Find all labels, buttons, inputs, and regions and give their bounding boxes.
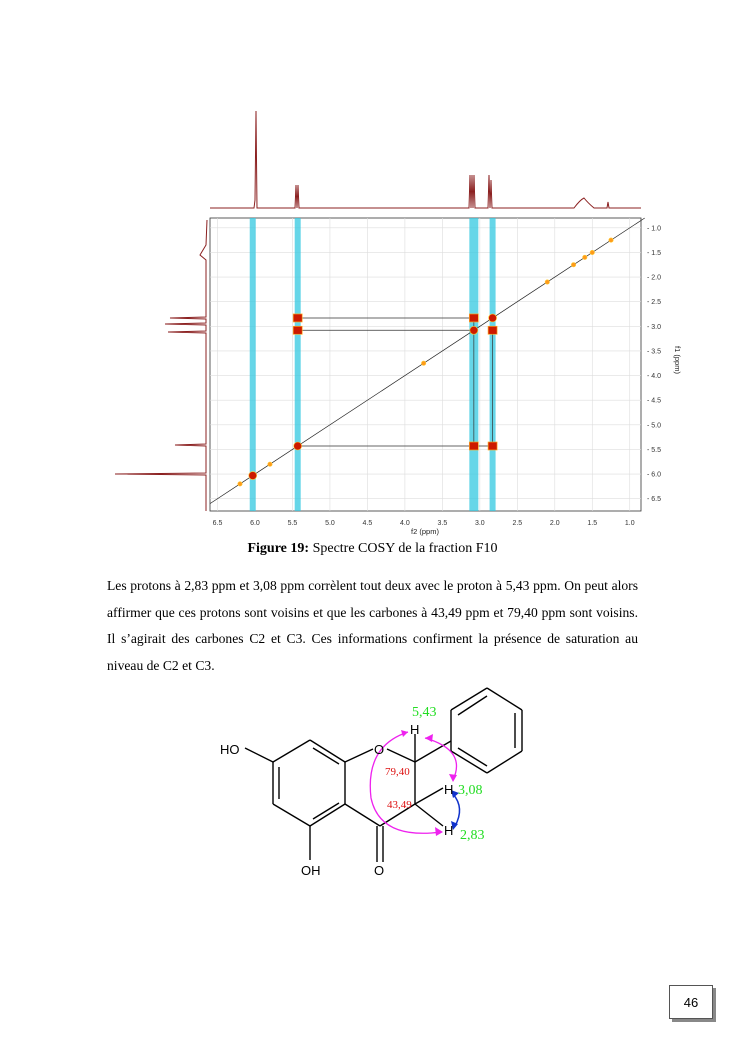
x-tick-label: 5.0 — [325, 520, 335, 527]
diagonal-peak — [545, 280, 549, 284]
figure-caption — [0, 541, 745, 557]
page-number-text: 46 — [683, 994, 699, 1010]
top-1d-projection — [210, 111, 641, 208]
cosy-arrowhead — [435, 827, 443, 836]
x-tick-label: 4.0 — [400, 520, 410, 527]
flavanone-structure — [215, 678, 535, 883]
x-axis-label: f2 (ppm) — [411, 527, 439, 536]
diagonal-peak — [571, 263, 575, 267]
y-tick-label: - 3.0 — [647, 323, 662, 331]
cross-peak — [488, 442, 497, 450]
y-tick-label: - 4.0 — [647, 373, 662, 381]
proton-shift-h3b: 2,83 — [460, 828, 485, 843]
y-tick-label: - 1.0 — [647, 225, 662, 233]
y-tick-label: - 5.0 — [647, 422, 662, 430]
paragraph: Les protons à 2,83 ppm et 3,08 ppm corrèlent tout deux avec le proton à 5,43 ppm. On peut alors affirmer que ces protons sont voisins et que les carbones à 43,49 ppm et 79,40 ppm sont voisins. Il s’agirait des carbones C2 et C3. Ces informations confirment la présence de saturation au niveau de C2 et C3. — [107, 578, 638, 673]
x-tick-label: 3.0 — [474, 520, 485, 527]
cosy-arrowhead — [425, 734, 433, 742]
cross-peak — [469, 442, 478, 450]
noise-stripe — [295, 218, 301, 511]
x-tick-label: 1.5 — [587, 520, 598, 527]
ho-label: HO — [220, 742, 240, 757]
x-tick-label: 3.5 — [437, 520, 448, 527]
carbon-shift-c2: 79,40 — [385, 766, 410, 778]
x-tick-label: 1.0 — [624, 520, 635, 527]
y-tick-label: - 2.0 — [647, 274, 662, 282]
figure-label: Figure 19: — [247, 541, 310, 556]
x-tick-label: 5.5 — [287, 520, 298, 527]
cross-peak — [293, 326, 302, 334]
diagonal-peak — [294, 442, 302, 450]
page-number — [669, 985, 713, 1019]
h3b-label: H — [444, 823, 454, 838]
diagonal-peak — [421, 361, 425, 365]
y-tick-label: - 2.5 — [647, 299, 662, 307]
diagonal-peak — [249, 472, 257, 480]
x-tick-label: 4.5 — [362, 520, 373, 527]
ring-oxygen-label: O — [374, 742, 385, 757]
y-axis-label: f1 (ppm) — [673, 346, 682, 374]
carbon-shift-c3: 43,49 — [387, 799, 412, 811]
left-1d-projection — [115, 220, 207, 511]
x-tick-label: 2.5 — [512, 520, 523, 527]
geminal-arrow-h3 — [453, 794, 460, 826]
carbonyl-oxygen-label: O — [374, 863, 385, 878]
h2-label: H — [410, 722, 420, 737]
proton-shift-h2: 5,43 — [412, 705, 437, 720]
cross-peak — [469, 314, 478, 322]
y-tick-label: - 1.5 — [647, 249, 662, 257]
oh-label: OH — [301, 863, 321, 878]
y-tick-label: - 6.5 — [647, 496, 662, 504]
diagonal-peak — [609, 238, 613, 242]
x-tick-label: 6.0 — [250, 520, 260, 527]
figure-caption-text: Spectre COSY de la fraction F10 — [312, 541, 498, 556]
y-tick-label: - 5.5 — [647, 446, 662, 454]
y-tick-label: - 6.0 — [647, 471, 662, 479]
cross-peak — [293, 314, 302, 322]
diagonal-peak — [470, 326, 478, 334]
body-text — [107, 573, 638, 679]
y-tick-labels — [647, 225, 661, 503]
x-tick-label: 2.0 — [549, 520, 560, 527]
cosy-arrowhead — [449, 774, 457, 782]
x-tick-label: 6.5 — [212, 520, 223, 527]
proton-shift-h3a: 3,08 — [458, 783, 483, 798]
diagonal-peak — [238, 482, 242, 486]
cosy-spectrum-figure — [110, 105, 682, 536]
x-tick-labels — [213, 520, 635, 527]
diagonal-peak — [590, 250, 594, 254]
y-tick-label: - 3.5 — [647, 348, 662, 356]
diagonal-peak — [489, 314, 497, 322]
diagonal-peak — [268, 462, 272, 466]
noise-stripe — [250, 218, 256, 511]
cosy-arrowhead — [401, 730, 408, 737]
cross-peak — [488, 326, 497, 334]
h3a-label: H — [444, 782, 454, 797]
cosy-arrow-h2-h3a — [425, 738, 457, 780]
y-tick-label: - 4.5 — [647, 397, 662, 405]
diagonal-peak — [583, 255, 587, 259]
